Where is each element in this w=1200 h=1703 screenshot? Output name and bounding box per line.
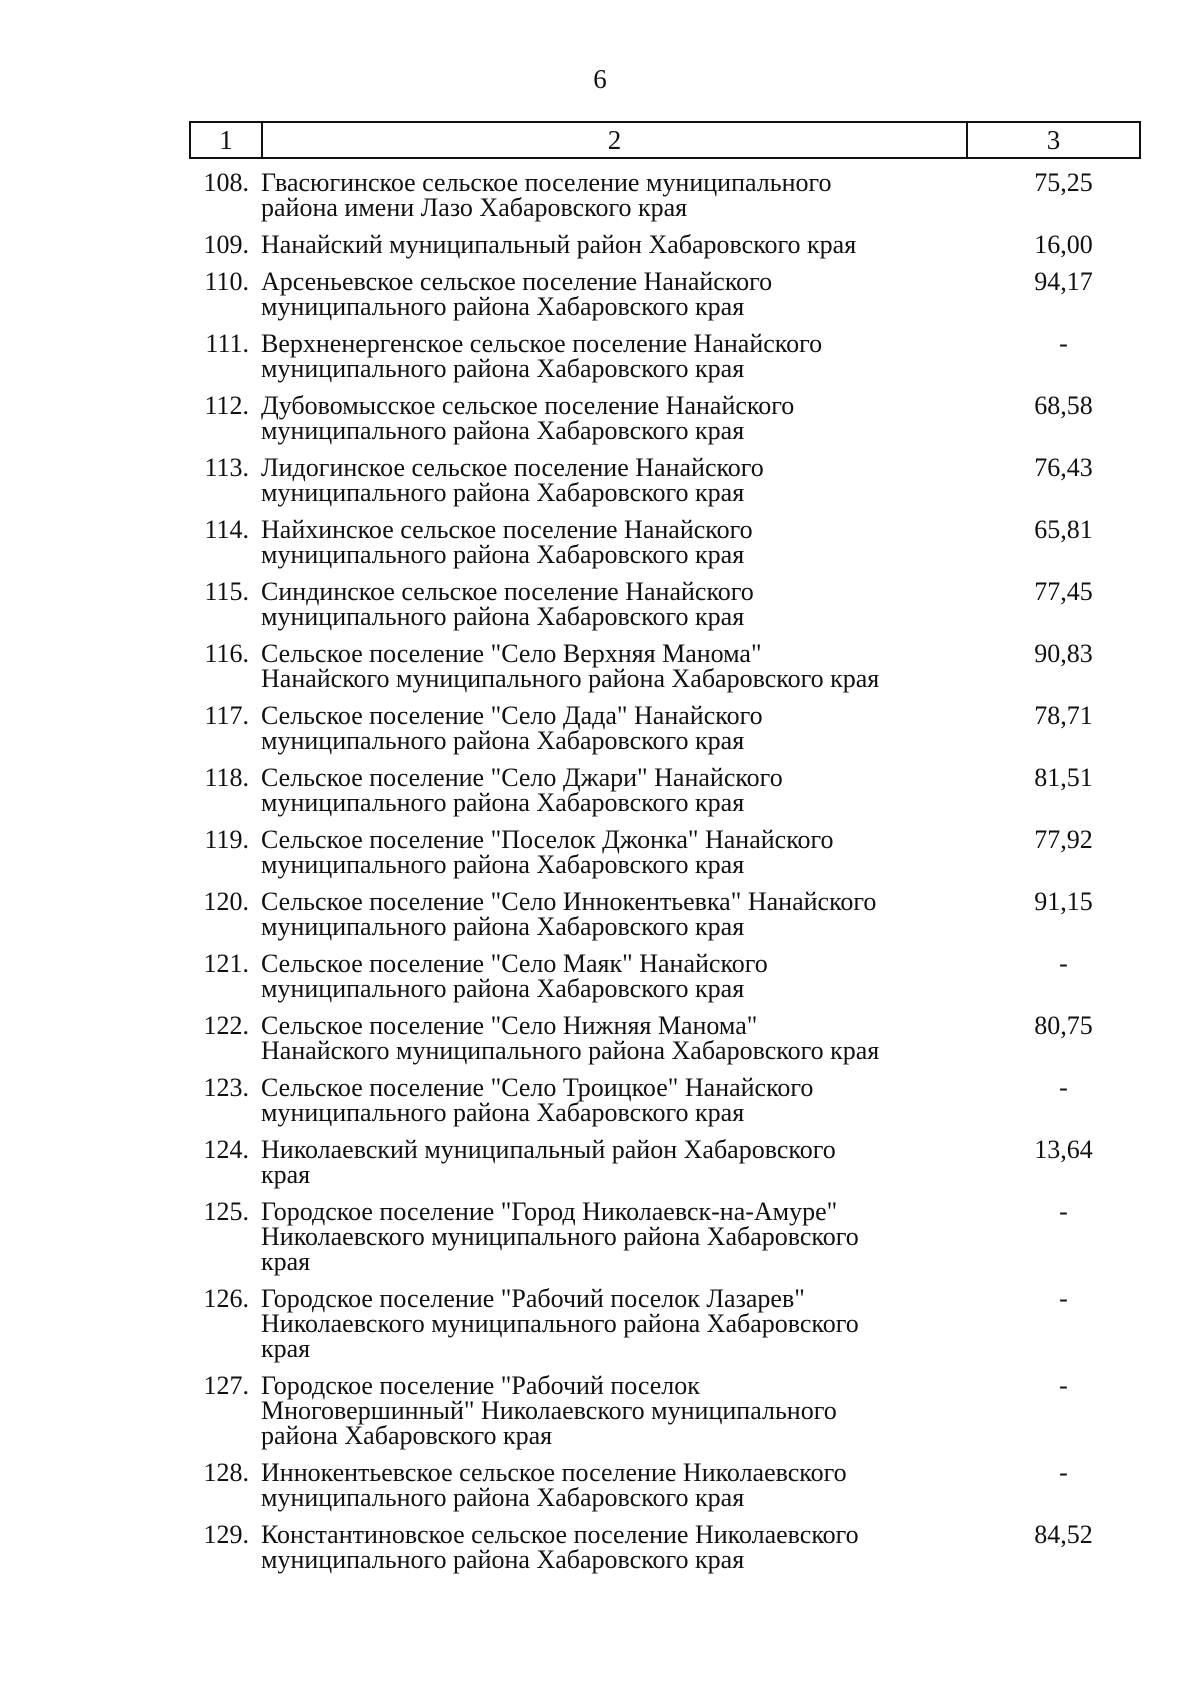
row-name: Сельское поселение "Село Троицкое" Нанайского муниципального района Хабаровского края: [261, 1073, 814, 1127]
row-value: -: [1059, 949, 1068, 978]
table-row: [189, 1460, 1141, 1510]
row-number: 118.: [204, 763, 249, 792]
row-name: Дубовомысское сельское поселение Нанайского муниципального района Хабаровского края: [261, 391, 795, 445]
row-value: 78,71: [1034, 701, 1093, 730]
row-number: 108.: [203, 168, 249, 197]
row-number: 128.: [203, 1458, 249, 1487]
row-name: Сельское поселение "Село Верхняя Манома" Нанайского муниципального района Хабаровского края: [261, 639, 880, 693]
row-number: 126.: [203, 1284, 249, 1313]
row-number: 127.: [203, 1371, 249, 1400]
table-row: [189, 455, 1141, 505]
row-name: Сельское поселение "Село Маяк" Нанайского муниципального района Хабаровского края: [261, 949, 768, 1003]
row-value: -: [1059, 1284, 1068, 1313]
header-col-2: 2: [263, 123, 968, 157]
row-value: 90,83: [1034, 639, 1093, 668]
table-row: [189, 170, 1141, 220]
table-row: [189, 331, 1141, 381]
row-value: 80,75: [1034, 1011, 1093, 1040]
row-name: Сельское поселение "Поселок Джонка" Нанайского муниципального района Хабаровского края: [261, 825, 834, 879]
row-name: Сельское поселение "Село Иннокентьевка" Нанайского муниципального района Хабаровского края: [261, 887, 877, 941]
row-value: 77,45: [1034, 577, 1093, 606]
row-value: 68,58: [1034, 391, 1093, 420]
row-name: Константиновское сельское поселение Николаевского муниципального района Хабаровского края: [261, 1520, 859, 1574]
row-name: Иннокентьевское сельское поселение Николаевского муниципального района Хабаровского края: [261, 1458, 847, 1512]
table-row: [189, 951, 1141, 1001]
row-value: 91,15: [1034, 887, 1093, 916]
row-number: 114.: [204, 515, 249, 544]
table-row: [189, 765, 1141, 815]
row-name: Найхинское сельское поселение Нанайского муниципального района Хабаровского края: [261, 515, 753, 569]
row-number: 116.: [204, 639, 249, 668]
table-row: [189, 1199, 1141, 1274]
table-header: [189, 121, 1141, 159]
table-row: [189, 1373, 1141, 1448]
row-value: 81,51: [1034, 763, 1093, 792]
row-name: Городское поселение "Рабочий поселок Лазарев" Николаевского муниципального района Хабаровского края: [261, 1284, 859, 1363]
table-row: [189, 1522, 1141, 1572]
header-col-3: 3: [1046, 124, 1061, 155]
row-number: 120.: [203, 887, 249, 916]
row-value: -: [1059, 1197, 1068, 1226]
table-row: [189, 641, 1141, 691]
table-row: [189, 827, 1141, 877]
row-number: 109.: [203, 230, 249, 259]
table-row: [189, 232, 1141, 257]
table-row: [189, 889, 1141, 939]
row-name: Николаевский муниципальный район Хабаровского края: [261, 1135, 836, 1189]
row-value: 13,64: [1034, 1135, 1093, 1164]
row-number: 123.: [203, 1073, 249, 1102]
row-name: Арсеньевское сельское поселение Нанайского муниципального района Хабаровского края: [261, 267, 773, 321]
row-value: 16,00: [1034, 230, 1093, 259]
table-body: [189, 170, 1141, 1584]
page-number: 6: [593, 64, 607, 94]
row-value: 76,43: [1034, 453, 1093, 482]
table-row: [189, 703, 1141, 753]
table-row: [189, 393, 1141, 443]
table-row: [189, 1075, 1141, 1125]
row-value: 84,52: [1034, 1520, 1093, 1549]
row-number: 124.: [203, 1135, 249, 1164]
row-name: Сельское поселение "Село Дада" Нанайского муниципального района Хабаровского края: [261, 701, 763, 755]
row-name: Верхненергенское сельское поселение Нанайского муниципального района Хабаровского края: [261, 329, 823, 383]
row-number: 112.: [204, 391, 249, 420]
row-number: 119.: [204, 825, 249, 854]
table-row: [189, 579, 1141, 629]
row-name: Сельское поселение "Село Джари" Нанайского муниципального района Хабаровского края: [261, 763, 783, 817]
header-col-1: 1: [191, 123, 263, 157]
table-row: [189, 1013, 1141, 1063]
row-value: 94,17: [1034, 267, 1093, 296]
row-name: Нанайский муниципальный район Хабаровского края: [261, 230, 857, 259]
row-name: Синдинское сельское поселение Нанайского муниципального района Хабаровского края: [261, 577, 754, 631]
row-value: -: [1059, 1371, 1068, 1400]
row-value: 65,81: [1034, 515, 1093, 544]
row-number: 110.: [204, 267, 249, 296]
row-name: Сельское поселение "Село Нижняя Манома" Нанайского муниципального района Хабаровского края: [261, 1011, 880, 1065]
row-value: -: [1059, 1458, 1068, 1487]
row-value: -: [1059, 329, 1068, 358]
row-number: 125.: [203, 1197, 249, 1226]
row-value: 77,92: [1034, 825, 1093, 854]
row-number: 113.: [204, 453, 249, 482]
row-name: Лидогинское сельское поселение Нанайского муниципального района Хабаровского края: [261, 453, 764, 507]
row-name: Городское поселение "Рабочий поселок Многовершинный" Николаевского муниципального района Хабаровского края: [261, 1371, 837, 1450]
row-number: 117.: [204, 701, 249, 730]
table-row: [189, 1137, 1141, 1187]
table-row: [189, 269, 1141, 319]
row-name: Городское поселение "Город Николаевск-на-Амуре" Николаевского муниципального района Хабаровского края: [261, 1197, 859, 1276]
row-number: 122.: [203, 1011, 249, 1040]
row-number: 115.: [204, 577, 249, 606]
row-value: 75,25: [1034, 168, 1093, 197]
table-row: [189, 517, 1141, 567]
row-value: -: [1059, 1073, 1068, 1102]
table-row: [189, 1286, 1141, 1361]
row-name: Гвасюгинское сельское поселение муниципального района имени Лазо Хабаровского края: [261, 168, 832, 222]
row-number: 129.: [203, 1520, 249, 1549]
row-number: 111.: [205, 329, 249, 358]
row-number: 121.: [203, 949, 249, 978]
